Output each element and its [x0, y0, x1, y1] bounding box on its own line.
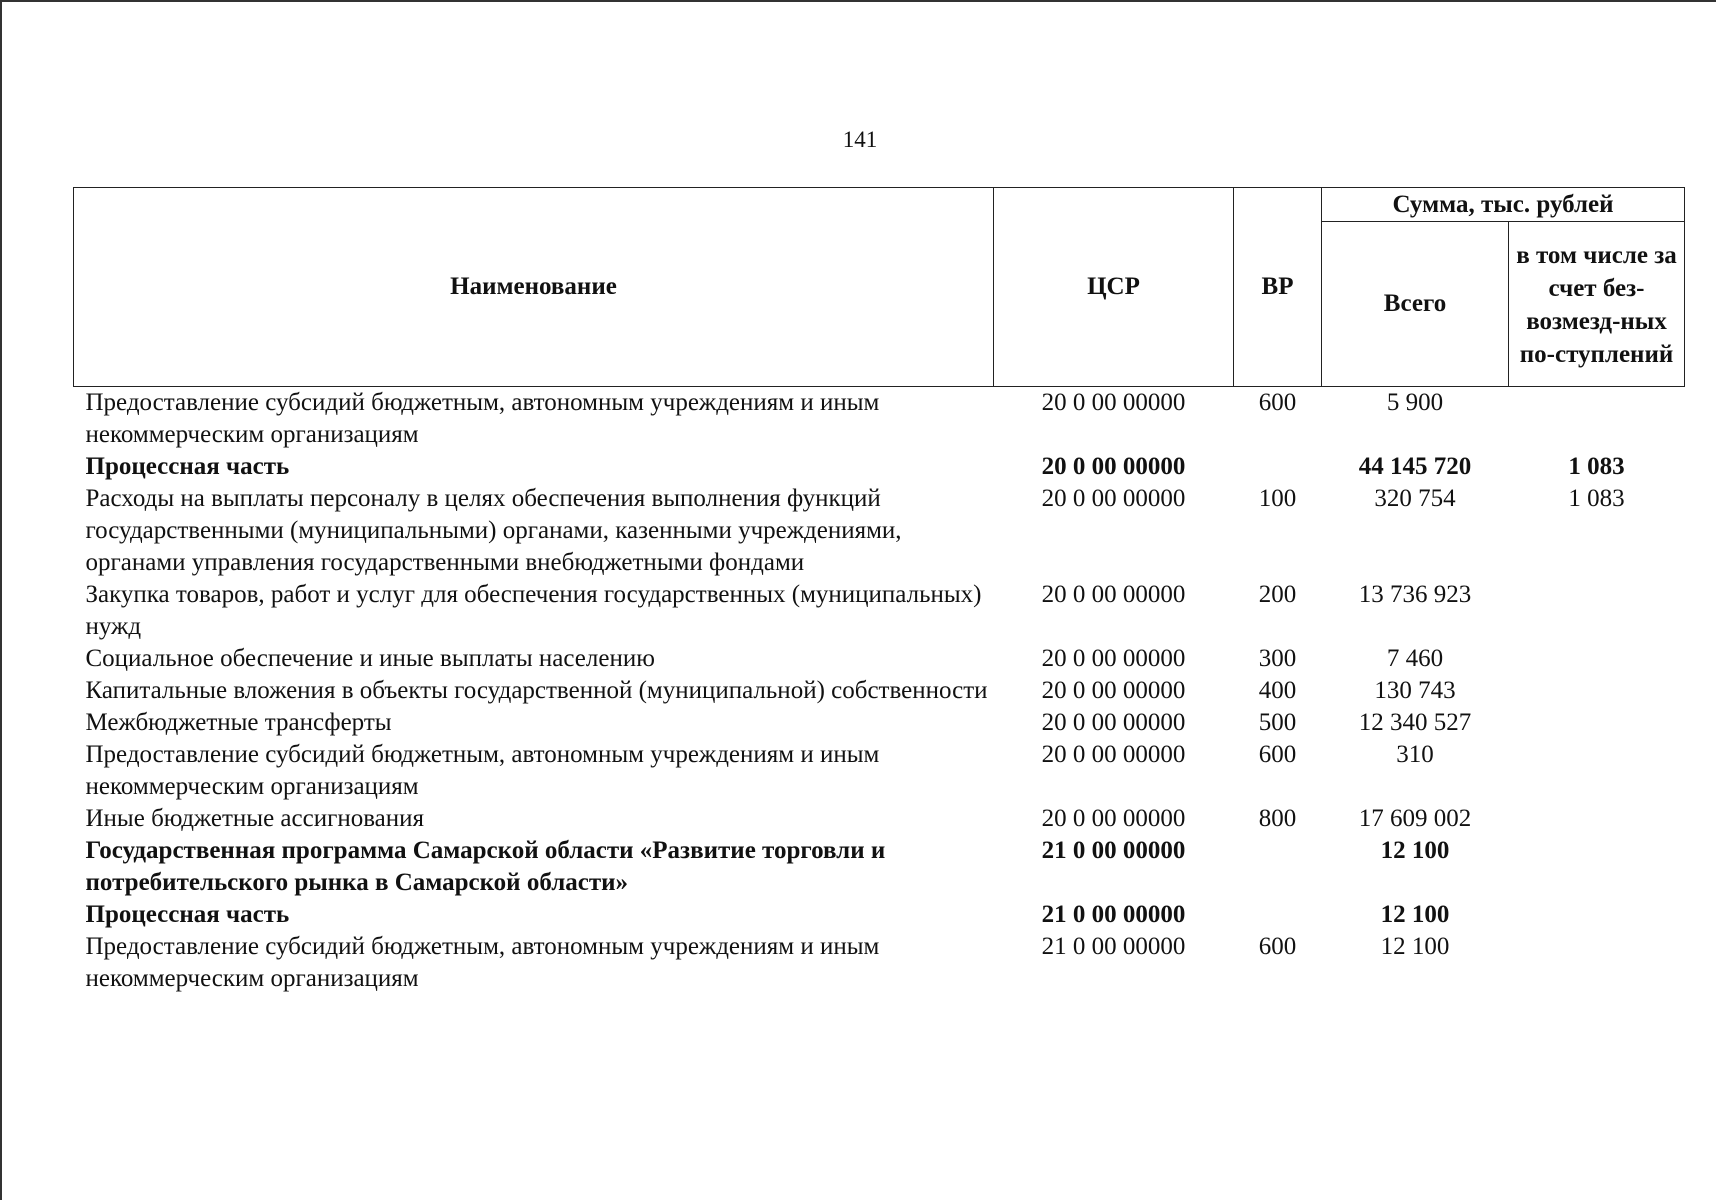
table-row [74, 579, 1685, 643]
row-csr: 20 0 00 00000 [1041, 677, 1186, 704]
row-name: Процессная часть [85, 901, 290, 928]
table-row [74, 451, 1685, 483]
row-name: Межбюджетные трансферты [85, 709, 392, 736]
row-total: 12 100 [1380, 837, 1450, 864]
row-csr: 20 0 00 00000 [1041, 389, 1186, 416]
row-total: 320 754 [1374, 485, 1456, 512]
header-name: Наименование [74, 188, 994, 387]
table-row [74, 643, 1685, 675]
header-gratuitous: в том числе за счет без-возмезд-ных по-ступлений [1509, 222, 1685, 387]
header-csr: ЦСР [994, 188, 1234, 387]
row-vr [1234, 899, 1322, 931]
row-gratuitous [1509, 739, 1685, 803]
header-sum-group: Сумма, тыс. рублей [1322, 188, 1685, 222]
table-row [74, 931, 1685, 995]
row-csr: 20 0 00 00000 [1041, 709, 1186, 736]
row-vr: 400 [1258, 677, 1297, 704]
row-total: 12 340 527 [1358, 709, 1472, 736]
row-gratuitous [1509, 579, 1685, 643]
row-vr [1234, 451, 1322, 483]
table-row [74, 739, 1685, 803]
header-total: Всего [1322, 222, 1509, 387]
row-gratuitous [1509, 899, 1685, 931]
row-vr: 300 [1258, 645, 1297, 672]
row-name: Капитальные вложения в объекты государственной (муниципальной) собственности [85, 677, 988, 704]
row-total: 44 145 720 [1358, 453, 1472, 480]
table-row [74, 707, 1685, 739]
row-gratuitous [1509, 931, 1685, 995]
row-name: Закупка товаров, работ и услуг для обеспечения государственных (муниципальных) нужд [85, 581, 982, 640]
row-name: Иные бюджетные ассигнования [85, 805, 425, 832]
row-csr: 21 0 00 00000 [1041, 933, 1186, 960]
row-gratuitous [1509, 803, 1685, 835]
budget-table [73, 187, 1685, 995]
row-total: 12 100 [1380, 933, 1450, 960]
table-row [74, 899, 1685, 931]
row-total: 5 900 [1386, 389, 1444, 416]
row-csr: 20 0 00 00000 [1041, 645, 1186, 672]
table-row [74, 835, 1685, 899]
row-gratuitous: 1 083 [1568, 485, 1625, 512]
row-csr: 20 0 00 00000 [1041, 805, 1186, 832]
row-name: Социальное обеспечение и иные выплаты населению [85, 645, 655, 672]
row-csr: 20 0 00 00000 [1041, 581, 1186, 608]
table-row [74, 483, 1685, 579]
row-total: 130 743 [1374, 677, 1456, 704]
row-gratuitous: 1 083 [1568, 453, 1625, 480]
row-name: Предоставление субсидий бюджетным, автономным учреждениям и иным некоммерческим организациям [85, 933, 880, 992]
row-name: Предоставление субсидий бюджетным, автономным учреждениям и иным некоммерческим организациям [85, 741, 880, 800]
row-csr: 21 0 00 00000 [1041, 837, 1186, 864]
table-row [74, 803, 1685, 835]
table-row [74, 675, 1685, 707]
row-vr: 800 [1258, 805, 1297, 832]
page-number: 141 [842, 127, 878, 152]
row-name: Государственная программа Самарской области «Развитие торговли и потребительского рынка в Самарской области» [85, 837, 886, 896]
header-vr: ВР [1234, 188, 1322, 387]
row-name: Процессная часть [85, 453, 290, 480]
row-csr: 20 0 00 00000 [1041, 485, 1186, 512]
row-total: 12 100 [1380, 901, 1450, 928]
row-vr: 100 [1258, 485, 1297, 512]
row-gratuitous [1509, 387, 1685, 452]
row-total: 310 [1396, 741, 1434, 768]
row-name: Расходы на выплаты персоналу в целях обеспечения выполнения функций государственными (муниципальными) органами, казенными учреждениями, органами управления государственными внебюджетными фондами [85, 485, 902, 576]
row-vr [1234, 835, 1322, 899]
table-header [74, 188, 1685, 387]
row-total: 7 460 [1386, 645, 1444, 672]
row-csr: 20 0 00 00000 [1041, 453, 1186, 480]
table-body [74, 387, 1685, 996]
row-vr: 500 [1258, 709, 1297, 736]
row-csr: 20 0 00 00000 [1041, 741, 1186, 768]
row-gratuitous [1509, 643, 1685, 675]
table-row [74, 387, 1685, 452]
row-gratuitous [1509, 707, 1685, 739]
row-vr: 600 [1258, 741, 1297, 768]
row-vr: 600 [1258, 933, 1297, 960]
row-total: 17 609 002 [1358, 805, 1472, 832]
row-gratuitous [1509, 835, 1685, 899]
row-vr: 600 [1258, 389, 1297, 416]
row-gratuitous [1509, 675, 1685, 707]
row-csr: 21 0 00 00000 [1041, 901, 1186, 928]
row-total: 13 736 923 [1358, 581, 1472, 608]
row-name: Предоставление субсидий бюджетным, автономным учреждениям и иным некоммерческим организациям [85, 389, 880, 448]
row-vr: 200 [1258, 581, 1297, 608]
